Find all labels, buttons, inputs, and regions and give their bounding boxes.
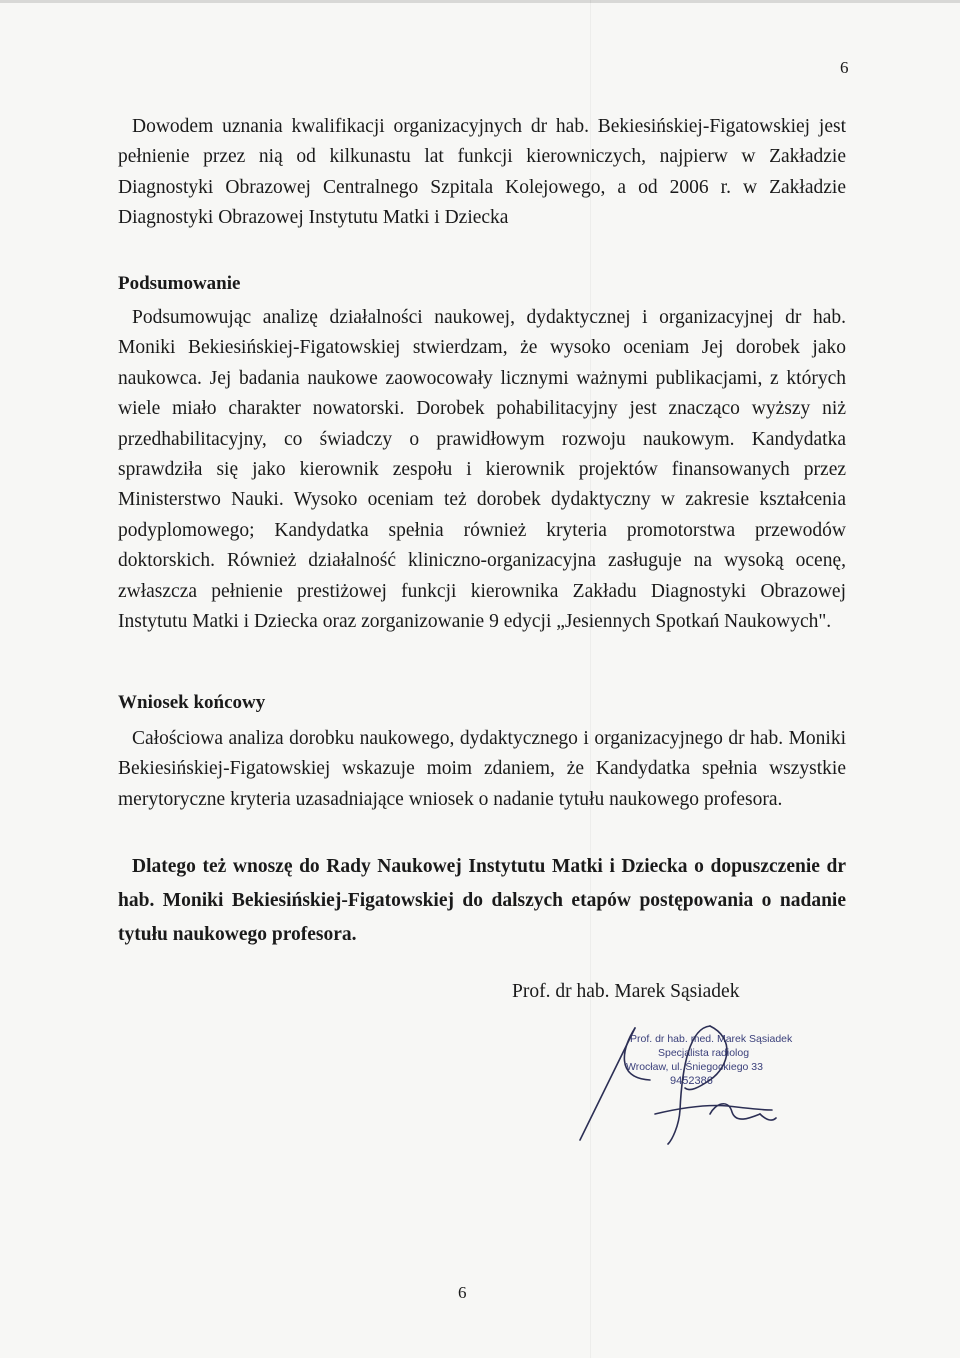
paragraph-final-request-text: Dlatego też wnoszę do Rady Naukowej Instytutu Matki i Dziecka o dopuszczenie dr hab. Moniki Bekiesińskiej-Figatowskiej do dalszych etapów postępowania o nadanie tytułu naukowego profesora.	[118, 856, 846, 945]
signature-name: Prof. dr hab. Marek Sąsiadek	[512, 981, 740, 1002]
paragraph-conclusion	[118, 724, 846, 815]
stamp-line-3: Wrocław, ul. Śniegockiego 33	[626, 1061, 763, 1073]
page-number-bottom: 6	[458, 1283, 467, 1302]
stamp-line-4: 9452386	[670, 1075, 713, 1087]
paragraph-qualifications-text: Dowodem uznania kwalifikacji organizacyjnych dr hab. Bekiesińskiej-Figatowskiej jest pełnienie przez nią od kilkunastu lat funkcji kierowniczych, najpierw w Zakładzie Diagnostyki Obrazowej Centralnego Szpitala Kolejowego, a od 2006 r. w Zakładzie Diagnostyki Obrazowej Instytutu Matki i Dziecka	[118, 116, 846, 229]
paragraph-qualifications	[118, 112, 846, 234]
paragraph-conclusion-text: Całościowa analiza dorobku naukowego, dydaktycznego i organizacyjnego dr hab. Moniki Bekiesińskiej-Figatowskiej wskazuje moim zdaniem, że Kandydatka spełnia wszystkie merytoryczne kryteria uzasadniające wniosek o nadanie tytułu naukowego profesora.	[118, 728, 846, 810]
heading-conclusion: Wniosek końcowy	[118, 692, 266, 713]
paragraph-summary	[118, 303, 846, 637]
page-number-top: 6	[840, 58, 849, 77]
signature-stamp	[560, 1018, 840, 1148]
heading-summary: Podsumowanie	[118, 273, 241, 294]
stamp-line-1: Prof. dr hab. med. Marek Sąsiadek	[630, 1033, 793, 1045]
stamp-line-2: Specjalista radiolog	[658, 1047, 750, 1059]
paragraph-summary-text: Podsumowując analizę działalności naukowej, dydaktycznej i organizacyjnej dr hab. Moniki Bekiesińskiej-Figatowskiej stwierdzam, że wysoko oceniam Jej dorobek jako naukowca. Jej badania naukowe zaowocowały licznymi ważnymi publikacjami, z których wiele miało charakter nowatorski. Dorobek pohabilitacyjny jest znacząco wyższy niż przedhabilitacyjny, co świadczy o prawidłowym rozwoju naukowym. Kandydatka sprawdziła się jako kierownik zespołu i kierownik projektów finansowanych przez Ministerstwo Nauki. Wysoko oceniam też dorobek dydaktyczny w zakresie kształcenia podyplomowego; Kandydatka spełnia również kryteria promotorstwa przewodów doktorskich. Również działalność kliniczno-organizacyjna zasługuje na wysoką ocenę, zwłaszcza pełnienie prestiżowej funkcji kierownika Zakładu Diagnostyki Obrazowej Instytutu Matki i Dziecka oraz zorganizowanie 9 edycji „Jesiennych Spotkań Naukowych".	[118, 307, 846, 633]
paragraph-final-request	[118, 850, 846, 952]
scan-edge	[0, 0, 960, 3]
